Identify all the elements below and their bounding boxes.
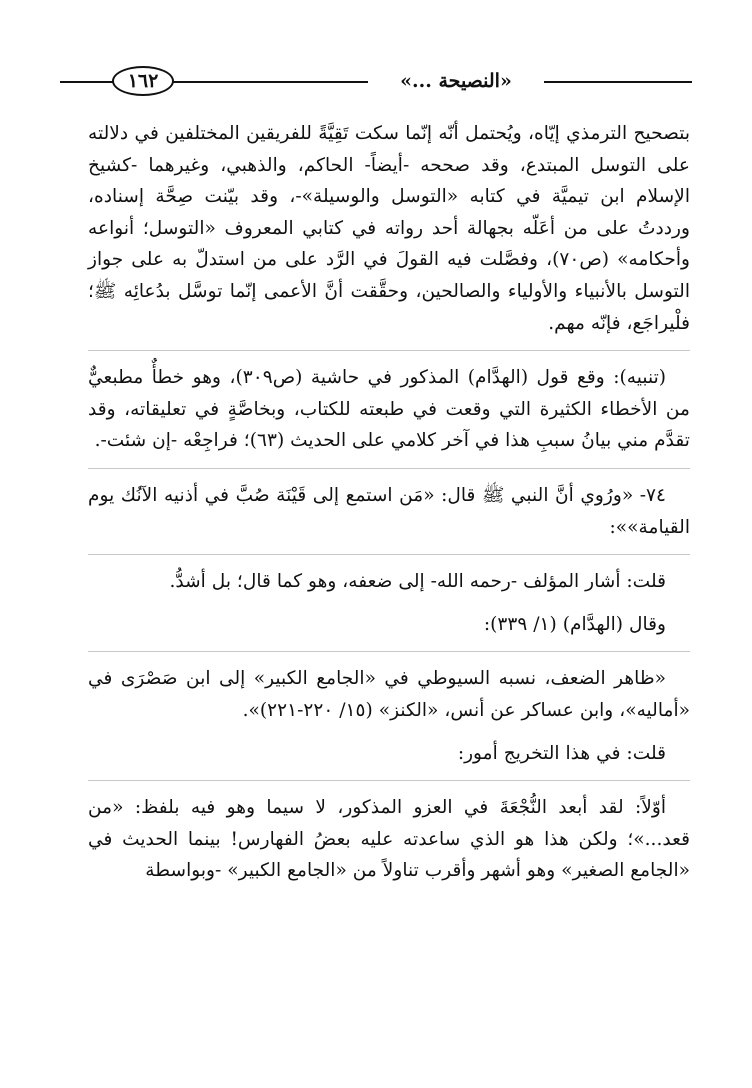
header-rule-middle xyxy=(172,81,368,83)
page-number: ١٦٢ xyxy=(112,66,174,96)
header-rule-right xyxy=(544,81,692,83)
paragraph-haddam-intro: وقال (الهدَّام) (١/ ٣٣٩): xyxy=(483,613,666,635)
paragraph-separator xyxy=(88,468,690,469)
page-body xyxy=(88,118,690,898)
paragraph-separator xyxy=(88,780,690,781)
paragraph-separator xyxy=(88,554,690,555)
paragraph-tanbih: (تنبيه): وقع قول (الهدَّام) المذكور في حاشية (ص٣٠٩)، وهو خطأٌ مطبعيٌّ من الأخطاء الكثيرة التي وقعت في طبعته للكتاب، وبخاصَّةٍ في تعليقاته، وقد تقدَّم مني بيانُ سببِ هذا في آخر كلامي على الحديث (٦٣)؛ فراجِعْه -إن شئت-. xyxy=(88,367,690,452)
paragraph-separator xyxy=(88,350,690,351)
paragraph-separator xyxy=(88,651,690,652)
paragraph-tawassul: بتصحيح الترمذي إيّاه، ويُحتمل أنّه إنّما سكت تَقِيَّةً للفريقين المختلفين في دلالته على التوسل المبتدع، وقد صححه -أيضاً- الحاكم، والذهبي، وغيرهما -كشيخ الإسلام ابن تيميَّة في كتابه «التوسل والوسيلة»-، وقد بيّنت صِحَّة إسناده، ورددتُ على من أعَلّه بجهالة أحد رواته في كتابي المعروف «التوسل؛ أنواعه وأحكامه» (ص٧٠)، وفصَّلت فيه القولَ في الرَّد على من استدلّ به على جواز التوسل بالأنبياء والأولياء والصالحين، وحقَّقت أنَّ الأعمى إنّما توسَّل بدُعائِه ﷺ؛ فلْيراجَع، فإنّه مهم. xyxy=(88,123,690,334)
paragraph-author-remark: قلت: أشار المؤلف -رحمه الله- إلى ضعفه، وهو كما قال؛ بل أشدُّ. xyxy=(169,571,666,593)
running-title: «النصيحة ...» xyxy=(400,70,512,92)
header-rule-left xyxy=(60,81,114,83)
paragraph-hadith-74: ٧٤- «ورُوي أنَّ النبي ﷺ قال: «مَن استمع إلى قَيْنَة صُبَّ في أذنيه الآنُك يوم القيامة»»: xyxy=(88,484,690,538)
paragraph-first-point: أوّلاً: لقد أبعد النُّجْعَةَ في العزو المذكور، لا سيما وهو فيه بلفظ: «من قعد...»؛ ولكن هذا هو الذي ساعدته عليه بعضُ الفهارس! بينما الحديث في «الجامع الصغير» وهو أشهر وأقرب تناولاً من «الجامع الكبير» -وبواسطة xyxy=(88,797,690,882)
paragraph-takhrij-intro: قلت: في هذا التخريج أمور: xyxy=(457,742,666,764)
page-header xyxy=(60,62,692,102)
paragraph-haddam-quote: «ظاهر الضعف، نسبه السيوطي في «الجامع الكبير» إلى ابن صَصْرَى في «أماليه»، وابن عساكر عن أنس، «الكنز» (١٥/ ٢٢٠-٢٢١)». xyxy=(88,668,690,721)
